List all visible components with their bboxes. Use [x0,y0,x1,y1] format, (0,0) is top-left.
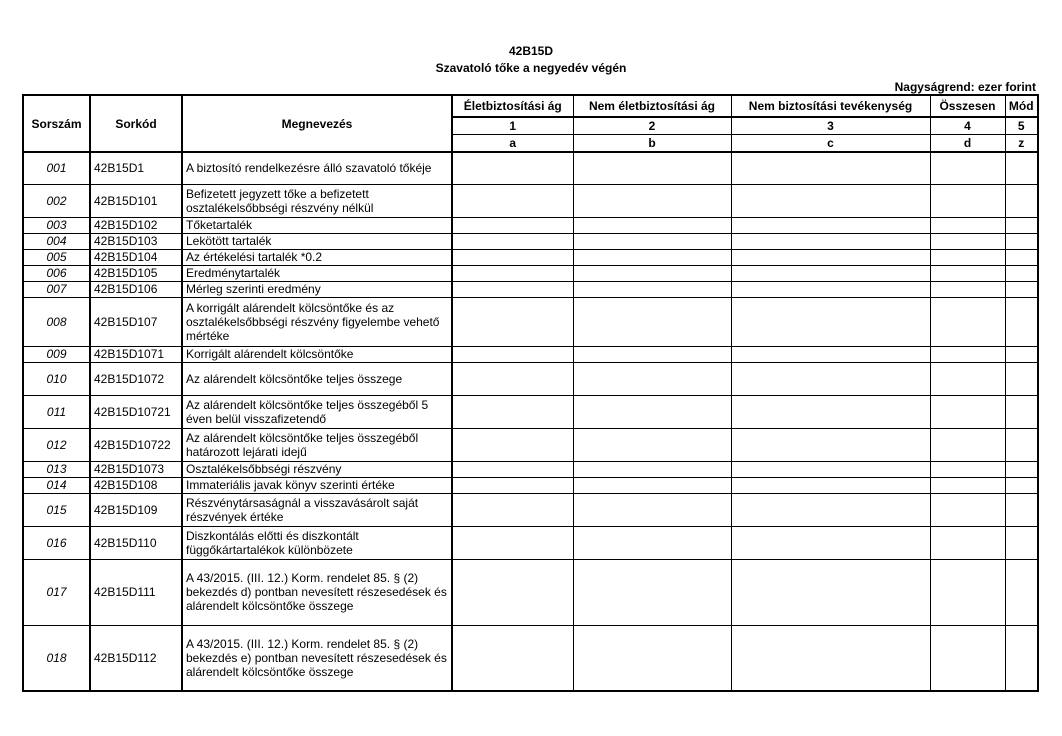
row-description: Az alárendelt kölcsöntőke teljes összegéből határozott lejárati idejű [182,428,452,461]
value-cell-2 [573,265,731,281]
row-description: Mérleg szerinti eredmény [182,281,452,297]
value-cell-5 [1005,297,1038,346]
row-code: 42B15D1073 [90,461,182,477]
header-col-5: Mód [1005,95,1038,117]
row-code: 42B15D109 [90,493,182,526]
value-cell-4 [930,559,1005,625]
header-letter-5: z [1005,135,1038,153]
header-num-1: 1 [452,117,573,135]
row-code: 42B15D108 [90,477,182,493]
row-serial: 007 [23,281,90,297]
table-row [23,362,1038,395]
form-title: Szavatoló tőke a negyedév végén [435,61,627,75]
value-cell-4 [930,428,1005,461]
value-cell-3 [731,362,930,395]
row-serial: 009 [23,346,90,362]
value-cell-2 [573,493,731,526]
row-code: 42B15D1 [90,152,182,184]
row-description: Részvénytársaságnál a visszavásárolt saját részvények értéke [182,493,452,526]
value-cell-1 [452,249,573,265]
value-cell-3 [731,461,930,477]
row-description: Az értékelési tartalék *0.2 [182,249,452,265]
table-row [23,395,1038,428]
value-cell-1 [452,493,573,526]
row-serial: 016 [23,526,90,559]
value-cell-4 [930,184,1005,217]
value-cell-2 [573,233,731,249]
value-cell-4 [930,152,1005,184]
value-cell-5 [1005,461,1038,477]
value-cell-1 [452,395,573,428]
header-col-1: Életbiztosítási ág [452,95,573,117]
table-row [23,281,1038,297]
value-cell-4 [930,233,1005,249]
row-serial: 003 [23,217,90,233]
header-col-3: Nem biztosítási tevékenység [731,95,930,117]
value-cell-2 [573,428,731,461]
value-cell-3 [731,477,930,493]
value-cell-1 [452,217,573,233]
table-row [23,184,1038,217]
value-cell-3 [731,625,930,691]
row-code: 42B15D106 [90,281,182,297]
row-serial: 006 [23,265,90,281]
value-cell-3 [731,184,930,217]
row-code: 42B15D111 [90,559,182,625]
row-serial: 004 [23,233,90,249]
row-serial: 002 [23,184,90,217]
row-code: 42B15D1072 [90,362,182,395]
value-cell-2 [573,559,731,625]
row-serial: 013 [23,461,90,477]
row-serial: 014 [23,477,90,493]
row-code: 42B15D1071 [90,346,182,362]
value-cell-2 [573,477,731,493]
value-cell-5 [1005,428,1038,461]
value-cell-5 [1005,477,1038,493]
value-cell-1 [452,184,573,217]
row-description: Az alárendelt kölcsöntőke teljes összege [182,362,452,395]
row-code: 42B15D101 [90,184,182,217]
row-code: 42B15D103 [90,233,182,249]
row-serial: 008 [23,297,90,346]
value-cell-2 [573,346,731,362]
data-table [22,94,1039,692]
table-row [23,233,1038,249]
header-col-2: Nem életbiztosítási ág [573,95,731,117]
table-row [23,461,1038,477]
value-cell-2 [573,625,731,691]
value-cell-4 [930,493,1005,526]
value-cell-4 [930,281,1005,297]
table-row [23,217,1038,233]
value-cell-2 [573,362,731,395]
value-cell-2 [573,395,731,428]
value-cell-2 [573,217,731,233]
value-cell-3 [731,559,930,625]
value-cell-3 [731,297,930,346]
value-cell-5 [1005,493,1038,526]
value-cell-3 [731,526,930,559]
value-cell-3 [731,428,930,461]
header-num-4: 4 [930,117,1005,135]
unit-label: Nagyságrend: ezer forint [894,80,1036,94]
row-description: A biztosító rendelkezésre álló szavatoló tőkéje [182,152,452,184]
header-letter-4: d [930,135,1005,153]
value-cell-3 [731,249,930,265]
value-cell-4 [930,625,1005,691]
value-cell-3 [731,346,930,362]
value-cell-3 [731,265,930,281]
row-description: Korrigált alárendelt kölcsöntőke [182,346,452,362]
row-code: 42B15D112 [90,625,182,691]
header-megnevezes: Megnevezés [182,95,452,152]
table-row [23,297,1038,346]
row-description: A 43/2015. (III. 12.) Korm. rendelet 85. § (2) bekezdés d) pontban nevesített részesedések és alárendelt kölcsöntőke összege [182,559,452,625]
value-cell-1 [452,346,573,362]
row-serial: 017 [23,559,90,625]
value-cell-5 [1005,395,1038,428]
row-description: Immateriális javak könyv szerinti értéke [182,477,452,493]
row-serial: 011 [23,395,90,428]
value-cell-4 [930,249,1005,265]
row-code: 42B15D10722 [90,428,182,461]
value-cell-1 [452,625,573,691]
row-serial: 005 [23,249,90,265]
table-row [23,249,1038,265]
value-cell-4 [930,297,1005,346]
row-serial: 018 [23,625,90,691]
value-cell-1 [452,461,573,477]
row-serial: 015 [23,493,90,526]
row-description: Lekötött tartalék [182,233,452,249]
value-cell-4 [930,362,1005,395]
row-description: Befizetett jegyzett tőke a befizetett osztalékelsőbbségi részvény nélkül [182,184,452,217]
value-cell-5 [1005,249,1038,265]
table-row [23,526,1038,559]
value-cell-1 [452,362,573,395]
value-cell-3 [731,395,930,428]
value-cell-5 [1005,184,1038,217]
row-description: Tőketartalék [182,217,452,233]
value-cell-1 [452,526,573,559]
table-row [23,625,1038,691]
value-cell-5 [1005,217,1038,233]
value-cell-5 [1005,152,1038,184]
value-cell-4 [930,526,1005,559]
value-cell-3 [731,493,930,526]
value-cell-3 [731,281,930,297]
header-num-5: 5 [1005,117,1038,135]
form-code: 42B15D [508,44,554,58]
value-cell-1 [452,233,573,249]
table-row [23,265,1038,281]
row-description: A korrigált alárendelt kölcsöntőke és az osztalékelsőbbségi részvény figyelembe vehető mértéke [182,297,452,346]
value-cell-2 [573,297,731,346]
table-row [23,152,1038,184]
row-serial: 001 [23,152,90,184]
value-cell-1 [452,152,573,184]
value-cell-5 [1005,281,1038,297]
value-cell-3 [731,233,930,249]
header-sorszam: Sorszám [23,95,90,152]
row-description: A 43/2015. (III. 12.) Korm. rendelet 85. § (2) bekezdés e) pontban nevesített részesedések és alárendelt kölcsöntőke összege [182,625,452,691]
value-cell-5 [1005,233,1038,249]
value-cell-4 [930,461,1005,477]
value-cell-3 [731,217,930,233]
row-code: 42B15D107 [90,297,182,346]
value-cell-2 [573,461,731,477]
value-cell-5 [1005,265,1038,281]
table-row [23,477,1038,493]
value-cell-1 [452,297,573,346]
header-letter-1: a [452,135,573,153]
value-cell-1 [452,428,573,461]
value-cell-5 [1005,526,1038,559]
row-code: 42B15D110 [90,526,182,559]
value-cell-2 [573,526,731,559]
value-cell-5 [1005,559,1038,625]
table-row [23,493,1038,526]
header-letter-3: c [731,135,930,153]
value-cell-1 [452,477,573,493]
row-serial: 010 [23,362,90,395]
value-cell-5 [1005,362,1038,395]
header-num-2: 2 [573,117,731,135]
value-cell-2 [573,281,731,297]
row-code: 42B15D105 [90,265,182,281]
value-cell-2 [573,184,731,217]
value-cell-4 [930,395,1005,428]
value-cell-3 [731,152,930,184]
value-cell-4 [930,217,1005,233]
value-cell-1 [452,559,573,625]
table-row [23,559,1038,625]
header-letter-2: b [573,135,731,153]
value-cell-5 [1005,346,1038,362]
value-cell-4 [930,477,1005,493]
row-description: Diszkontálás előtti és diszkontált függőkártartalékok különbözete [182,526,452,559]
value-cell-4 [930,346,1005,362]
header-col-4: Összesen [930,95,1005,117]
row-code: 42B15D104 [90,249,182,265]
value-cell-1 [452,265,573,281]
value-cell-5 [1005,625,1038,691]
row-code: 42B15D102 [90,217,182,233]
header-sorkod: Sorkód [90,95,182,152]
row-description: Az alárendelt kölcsöntőke teljes összegéből 5 éven belül visszafizetendő [182,395,452,428]
row-description: Eredménytartalék [182,265,452,281]
value-cell-4 [930,265,1005,281]
value-cell-2 [573,249,731,265]
value-cell-1 [452,281,573,297]
value-cell-2 [573,152,731,184]
row-serial: 012 [23,428,90,461]
row-description: Osztalékelsőbbségi részvény [182,461,452,477]
table-row [23,346,1038,362]
row-code: 42B15D10721 [90,395,182,428]
header-num-3: 3 [731,117,930,135]
table-row [23,428,1038,461]
